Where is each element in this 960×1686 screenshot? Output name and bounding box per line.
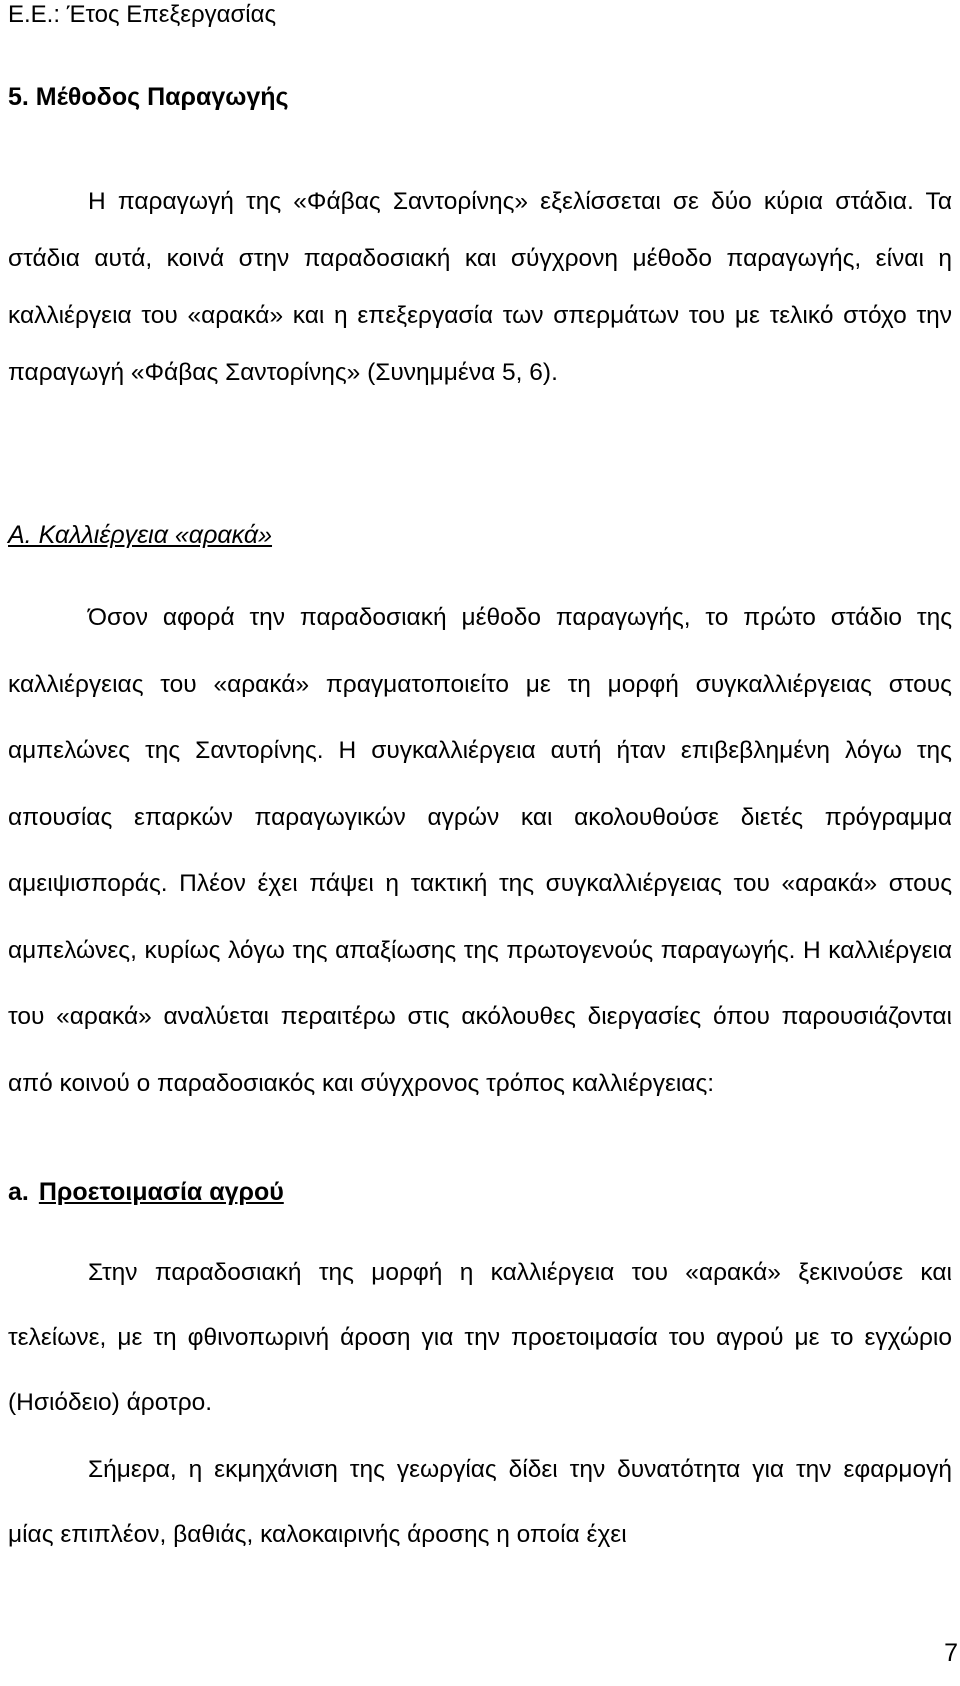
sub-item-paragraph-1: Στην παραδοσιακή της μορφή η καλλιέργεια του «αρακά» ξεκινούσε και τελείωνε, με τη φθινοπωρινή άροση για την προετοιμασία του αγρού με το εγχώριο (Ησιόδειο) άροτρο. [8,1259,952,1416]
sub-item-header [8,1177,284,1207]
subsection-title: Α. Καλλιέργεια «αρακά» [8,521,273,549]
sub-item-heading: Προετοιμασία αγρού [38,1178,284,1206]
page-number: 7 [944,1639,958,1667]
section-title: 5. Μέθοδος Παραγωγής [8,83,289,111]
intro-paragraph: Η παραγωγή της «Φάβας Σαντορίνης» εξελίσσεται σε δύο κύρια στάδια. Τα στάδια αυτά, κοινά στην παραδοσιακή και σύγχρονη μέθοδο παραγωγής, είναι η καλλιέργεια του «αρακά» και η επεξεργασία των σπερμάτων του με τελικό στόχο την παραγωγή «Φάβας Σαντορίνης» (Συνημμένα 5, 6). [8,188,952,386]
header-note: Ε.Ε.: Έτος Επεξεργασίας [8,1,277,28]
subsection-paragraph: Όσον αφορά την παραδοσιακή μέθοδο παραγωγής, το πρώτο στάδιο της καλλιέργειας του «αρακά» πραγματοποιείτο με τη μορφή συγκαλλιέργειας στους αμπελώνες της Σαντορίνης. Η συγκαλλιέργεια αυτή ήταν επιβεβλημένη λόγω της απουσίας επαρκών παραγωγικών αγρών και ακολουθούσε διετές πρόγραμμα αμειψισποράς. Πλέον έχει πάψει η τακτική της συγκαλλιέργειας του «αρακά» στους αμπελώνες, κυρίως λόγω της απαξίωσης της πρωτογενούς παραγωγής. Η καλλιέργεια του «αρακά» αναλύεται περαιτέρω στις ακόλουθες διεργασίες όπου παρουσιάζονται από κοινού ο παραδοσιακός και σύγχρονος τρόπος καλλιέργειας: [8,604,952,1097]
sub-item-marker: a. [8,1178,29,1206]
sub-item-paragraph-2: Σήμερα, η εκμηχάνιση της γεωργίας δίδει την δυνατότητα για την εφαρμογή μίας επιπλέον, βαθιάς, καλοκαιρινής άροσης η οποία έχει [8,1456,952,1548]
